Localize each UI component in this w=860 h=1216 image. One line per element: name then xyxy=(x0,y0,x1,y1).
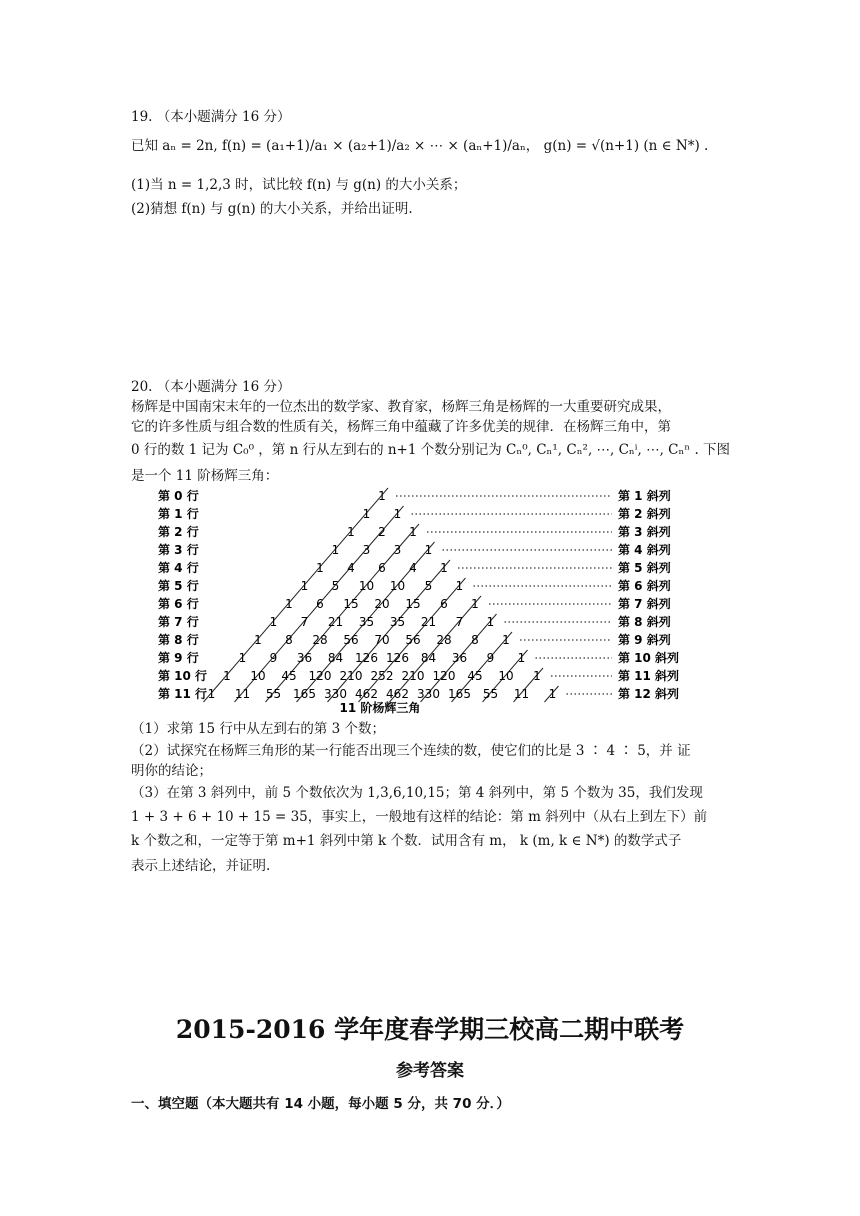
triangle-number: 84 xyxy=(327,651,344,665)
row-label: 第 8 行 xyxy=(158,633,199,647)
triangle-number: 330 xyxy=(417,687,440,701)
section-heading: 一、填空题（本大题共有 14 小题，每小题 5 分，共 70 分．） xyxy=(131,1096,510,1112)
q20-intro-2: 它的许多性质与组合数的性质有关，杨辉三角中蕴藏了许多优美的规律．在杨辉三角中，第 xyxy=(131,419,671,435)
triangle-number: 210 xyxy=(339,669,363,683)
triangle-number: 9 xyxy=(486,651,495,665)
q20-sub2-b: 明你的结论； xyxy=(131,763,212,779)
triangle-number: 210 xyxy=(401,669,425,683)
diagonal-label: 第 6 斜列 xyxy=(618,579,671,593)
triangle-number: 11 xyxy=(234,687,251,701)
triangle-number: 6 xyxy=(440,597,448,611)
triangle-caption: 11 阶杨辉三角 xyxy=(339,701,421,715)
triangle-number: 70 xyxy=(374,633,390,647)
row-label: 第 0 行 xyxy=(158,489,199,503)
triangle-number: 7 xyxy=(300,615,309,629)
diagonal-label: 第 4 斜列 xyxy=(618,543,671,557)
q20-intro-4: 是一个 11 阶杨辉三角： xyxy=(131,468,279,484)
q19-part1: (1)当 n = 1,2,3 时，试比较 f(n) 与 g(n) 的大小关系； xyxy=(131,177,467,193)
triangle-number: 1 xyxy=(207,687,216,701)
diagonal-label: 第 7 斜列 xyxy=(618,597,671,611)
triangle-number: 4 xyxy=(409,561,417,575)
diagonal-label: 第 3 斜列 xyxy=(618,525,671,539)
triangle-number: 21 xyxy=(420,615,437,629)
triangle-number: 3 xyxy=(362,543,371,557)
triangle-number: 5 xyxy=(424,579,433,593)
triangle-number: 462 xyxy=(386,687,409,701)
triangle-number: 1 xyxy=(440,561,448,575)
triangle-number: 28 xyxy=(436,633,452,647)
triangle-number: 165 xyxy=(293,687,316,701)
triangle-number: 1 xyxy=(517,651,526,665)
triangle-number: 56 xyxy=(343,633,359,647)
triangle-number: 9 xyxy=(269,651,278,665)
q20-sub3-d: 表示上述结论，并证明. xyxy=(131,858,271,874)
triangle-number: 10 xyxy=(389,579,406,593)
row-label: 第 11 行 xyxy=(158,687,208,701)
diagonal-label: 第 11 斜列 xyxy=(618,669,680,683)
triangle-number: 84 xyxy=(420,651,437,665)
triangle-number: 7 xyxy=(455,615,464,629)
row-label: 第 6 行 xyxy=(158,597,199,611)
triangle-number: 1 xyxy=(455,579,464,593)
triangle-number: 165 xyxy=(448,687,471,701)
q20-intro-3: 0 行的数 1 记为 C₀⁰ ，第 n 行从左到右的 n+1 个数分别记为 Cₙ⁰, Cₙ¹, Cₙ², ⋯, Cₙⁱ, ⋯, Cₙⁿ . 下图 xyxy=(131,442,731,458)
triangle-number: 56 xyxy=(405,633,421,647)
triangle-number: 1 xyxy=(285,597,293,611)
triangle-number: 252 xyxy=(370,669,394,683)
triangle-number: 1 xyxy=(486,615,495,629)
triangle-number: 1 xyxy=(424,543,433,557)
triangle-number: 10 xyxy=(358,579,375,593)
q20-sub2-a: （2）试探究在杨辉三角形的某一行能否出现三个连续的数，使它们的比是 3 ∶ 4 ∶ 5，并 证 xyxy=(131,743,691,759)
triangle-number: 1 xyxy=(409,525,417,539)
triangle-number: 55 xyxy=(482,687,499,701)
triangle-number: 1 xyxy=(223,669,231,683)
triangle-number: 28 xyxy=(312,633,328,647)
triangle-number: 15 xyxy=(405,597,421,611)
q20-sub3-b: 1 + 3 + 6 + 10 + 15 = 35，事实上，一般地有这样的结论：第 m 斜列中（从右上到左下）前 xyxy=(131,809,708,825)
triangle-number: 35 xyxy=(389,615,406,629)
triangle-number: 55 xyxy=(265,687,282,701)
q19-given: 已知 aₙ = 2n, f(n) = (a₁+1)/a₁ × (a₂+1)/a₂ × ⋯ × (aₙ+1)/aₙ， g(n) = √(n+1) (n ∈ N*) . xyxy=(131,138,709,154)
row-label: 第 5 行 xyxy=(158,579,199,593)
diagonal-label: 第 5 斜列 xyxy=(618,561,671,575)
triangle-number: 126 xyxy=(386,651,409,665)
triangle-number: 462 xyxy=(355,687,378,701)
triangle-number: 8 xyxy=(471,633,479,647)
triangle-number: 330 xyxy=(324,687,347,701)
triangle-number: 1 xyxy=(471,597,479,611)
triangle-number: 1 xyxy=(300,579,309,593)
triangle-number: 5 xyxy=(331,579,340,593)
row-label: 第 1 行 xyxy=(158,507,199,521)
triangle-number: 10 xyxy=(250,669,266,683)
row-label: 第 4 行 xyxy=(158,561,199,575)
diagonal-label: 第 9 斜列 xyxy=(618,633,671,647)
triangle-number: 1 xyxy=(502,633,510,647)
triangle-number: 1 xyxy=(331,543,340,557)
triangle-number: 120 xyxy=(432,669,456,683)
triangle-number: 1 xyxy=(347,525,355,539)
triangle-number: 45 xyxy=(281,669,297,683)
row-label: 第 2 行 xyxy=(158,525,199,539)
triangle-number: 3 xyxy=(393,543,402,557)
q20-sub1: （1）求第 15 行中从左到右的第 3 个数； xyxy=(131,721,386,737)
q20-header: 20. （本小题满分 16 分） xyxy=(131,379,291,395)
triangle-number: 6 xyxy=(378,561,386,575)
triangle-number: 1 xyxy=(362,507,371,521)
triangle-number: 120 xyxy=(308,669,332,683)
diagonal-label: 第 12 斜列 xyxy=(618,687,680,701)
diagonal-label: 第 2 斜列 xyxy=(618,507,671,521)
triangle-number: 11 xyxy=(513,687,530,701)
triangle-number: 45 xyxy=(467,669,483,683)
triangle-number: 1 xyxy=(378,489,386,503)
answer-title: 2015-2016 学年度春学期三校高二期中联考 xyxy=(175,1015,685,1044)
triangle-number: 36 xyxy=(451,651,468,665)
row-label: 第 9 行 xyxy=(158,651,199,665)
row-label: 第 7 行 xyxy=(158,615,199,629)
triangle-number: 1 xyxy=(254,633,262,647)
triangle-number: 21 xyxy=(327,615,344,629)
triangle-number: 1 xyxy=(269,615,278,629)
q20-intro-1: 杨辉是中国南宋末年的一位杰出的数学家、教育家，杨辉三角是杨辉的一大重要研究成果， xyxy=(131,399,671,415)
triangle-number: 2 xyxy=(378,525,386,539)
q20-sub3-c: k 个数之和，一定等于第 m+1 斜列中第 k 个数．试用含有 m， k (m, k ∈ N*) 的数学式子 xyxy=(131,833,682,849)
triangle-number: 1 xyxy=(548,687,557,701)
triangle-number: 36 xyxy=(296,651,313,665)
answer-subtitle: 参考答案 xyxy=(396,1061,464,1081)
triangle-number: 35 xyxy=(358,615,375,629)
triangle-number: 126 xyxy=(355,651,378,665)
row-label: 第 10 行 xyxy=(158,669,208,683)
triangle-number: 6 xyxy=(316,597,324,611)
q19-part2: (2)猜想 f(n) 与 g(n) 的大小关系，并给出证明. xyxy=(131,201,413,217)
triangle-number: 20 xyxy=(374,597,390,611)
q20-sub3-a: （3）在第 3 斜列中，前 5 个数依次为 1,3,6,10,15；第 4 斜列中，第 5 个数为 35，我们发现 xyxy=(131,785,703,801)
triangle-number: 15 xyxy=(343,597,359,611)
triangle-number: 1 xyxy=(533,669,541,683)
diagonal-label: 第 10 斜列 xyxy=(618,651,680,665)
row-label: 第 3 行 xyxy=(158,543,199,557)
diagonal-label: 第 1 斜列 xyxy=(618,489,671,503)
triangle-number: 4 xyxy=(347,561,355,575)
triangle-number: 10 xyxy=(498,669,514,683)
q19-header: 19. （本小题满分 16 分） xyxy=(131,109,291,125)
triangle-number: 8 xyxy=(285,633,293,647)
triangle-number: 1 xyxy=(238,651,247,665)
yanghui-triangle-figure xyxy=(140,482,700,718)
triangle-number: 1 xyxy=(393,507,402,521)
diagonal-label: 第 8 斜列 xyxy=(618,615,671,629)
triangle-number: 1 xyxy=(316,561,324,575)
